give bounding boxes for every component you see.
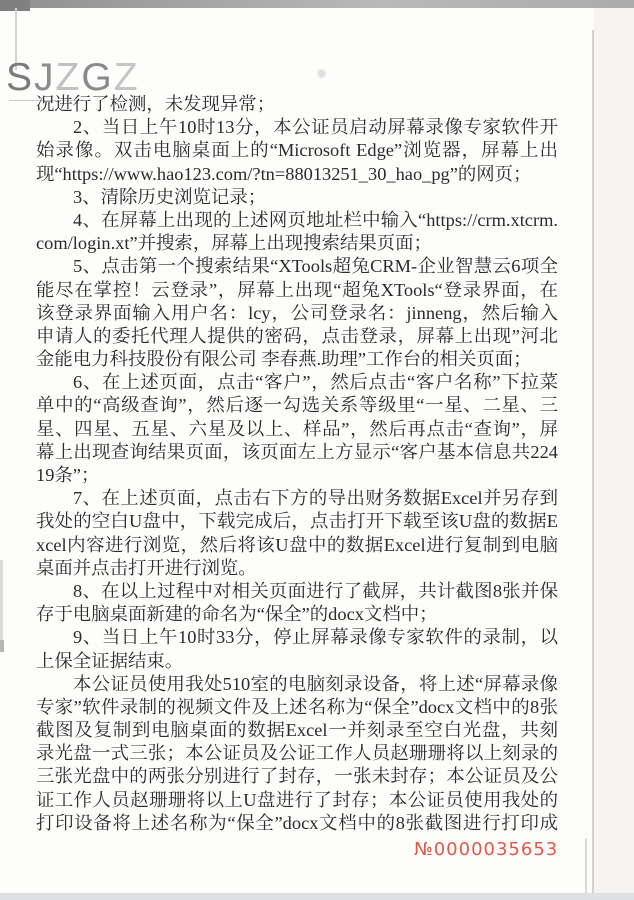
text-line: 证工作人员赵珊珊将以上U盘进行了封存；本公证员使用我处的 (36, 789, 558, 810)
text-line: 上保全证据结束。 (36, 650, 184, 671)
text-line: 19条”； (36, 465, 100, 485)
text-line: 3、清除历史浏览记录； (73, 186, 267, 207)
text-line: 录光盘一式三张；本公证员及公证工作人员赵珊珊将以上刻录的 (36, 743, 558, 764)
text-line: 5、点击第一个搜索结果“XTools超兔CRM-企业智慧云6项全 (73, 256, 558, 277)
text-line: 幕上出现查询结果页面，该页面左上方显示“客户基本信息共224 (36, 441, 558, 462)
text-line: 9、当日上午10时33分，停止屏幕录像专家软件的录制，以 (73, 627, 558, 648)
watermark-letter: J (34, 56, 56, 99)
text-line: 本公证员使用我处510室的电脑刻录设备，将上述“屏幕录像 (73, 673, 558, 694)
text-line: 况进行了检测，未发现异常； (36, 94, 276, 114)
text-line: 金能电力科技股份有限公司 李春燕.助理”工作台的相关页面； (36, 349, 532, 370)
text-line: 6、在上述页面，点击“客户”，然后点击“客户名称”下拉菜 (73, 372, 558, 393)
watermark-letter: Z (55, 56, 82, 99)
text-line: 4、在屏幕上出现的上述网页地址栏中输入“https://crm.xtcrm. (73, 209, 558, 230)
watermark-letter: S (6, 56, 35, 99)
scan-bottom-edge (0, 893, 634, 900)
scan-speck (318, 70, 325, 77)
page-right-edge-line (592, 30, 594, 893)
text-line: 截图及复制到电脑桌面的数据Excel一并刻录至空白光盘，共刻 (36, 720, 558, 741)
watermark-letter: G (81, 56, 114, 99)
scan-top-edge (0, 0, 634, 8)
text-line: 7、在上述页面，点击右下方的导出财务数据Excel并另存到 (73, 488, 558, 509)
scan-right-margin (594, 8, 634, 893)
text-line: 现“https://www.hao123.com/?tn=88013251_30_hao_pg”的网页； (36, 163, 532, 184)
text-line: 专家”软件录制的视频文件及上述名称为“保全”docx文档中的8张 (36, 696, 558, 717)
text-line: 该登录界面输入用户名：lcy，公司登录名：jinneng，然后输入 (36, 302, 558, 323)
text-line: 三张光盘中的两张分别进行了封存，一张未封存；本公证员及公 (36, 766, 558, 787)
text-line: 始录像。双击电脑桌面上的“Microsoft Edge”浏览器，屏幕上出 (36, 140, 558, 161)
text-line: com/login.xt”并搜索，屏幕上出现搜索结果页面； (36, 233, 432, 254)
serial-number: №0000035653 (414, 839, 559, 860)
page-right-edge-line-secondary (585, 838, 587, 893)
text-line: 申请人的委托代理人提供的密码，点击登录，屏幕上出现”河北 (36, 325, 558, 346)
text-line: 打印设备将上述名称为“保全”docx文档中的8张截图进行打印成 (36, 812, 558, 833)
document-body (36, 93, 558, 835)
text-line: 星、四星、五星、六星及以上、样品”，然后再点击“查询”，屏 (36, 418, 558, 439)
watermark-letter: Z (113, 56, 140, 99)
text-line: 我处的空白U盘中，下载完成后，点击打开下载至该U盘的数据E (36, 511, 558, 532)
text-line: 8、在以上过程中对相关页面进行了截屏，共计截图8张并保 (73, 580, 558, 601)
text-line: 2、当日上午10时13分，本公证员启动屏幕录像专家软件开 (73, 117, 558, 138)
scan-left-smudge (0, 560, 3, 652)
text-line: 存于电脑桌面新建的命名为“保全”的docx文档中； (36, 604, 438, 625)
text-line: 能尽在掌控！云登录”，屏幕上出现“超兔XTools“登录界面，在 (36, 279, 558, 300)
text-line: xcel内容进行浏览，然后将该U盘中的数据Excel进行复制到电脑 (36, 534, 558, 555)
text-line: 桌面并点击打开进行浏览。 (36, 557, 257, 578)
text-line: 单中的“高级查询”，然后逐一勾选关系等级里“一星、二星、三 (36, 395, 558, 416)
scan-left-smudge-tip (0, 640, 4, 652)
